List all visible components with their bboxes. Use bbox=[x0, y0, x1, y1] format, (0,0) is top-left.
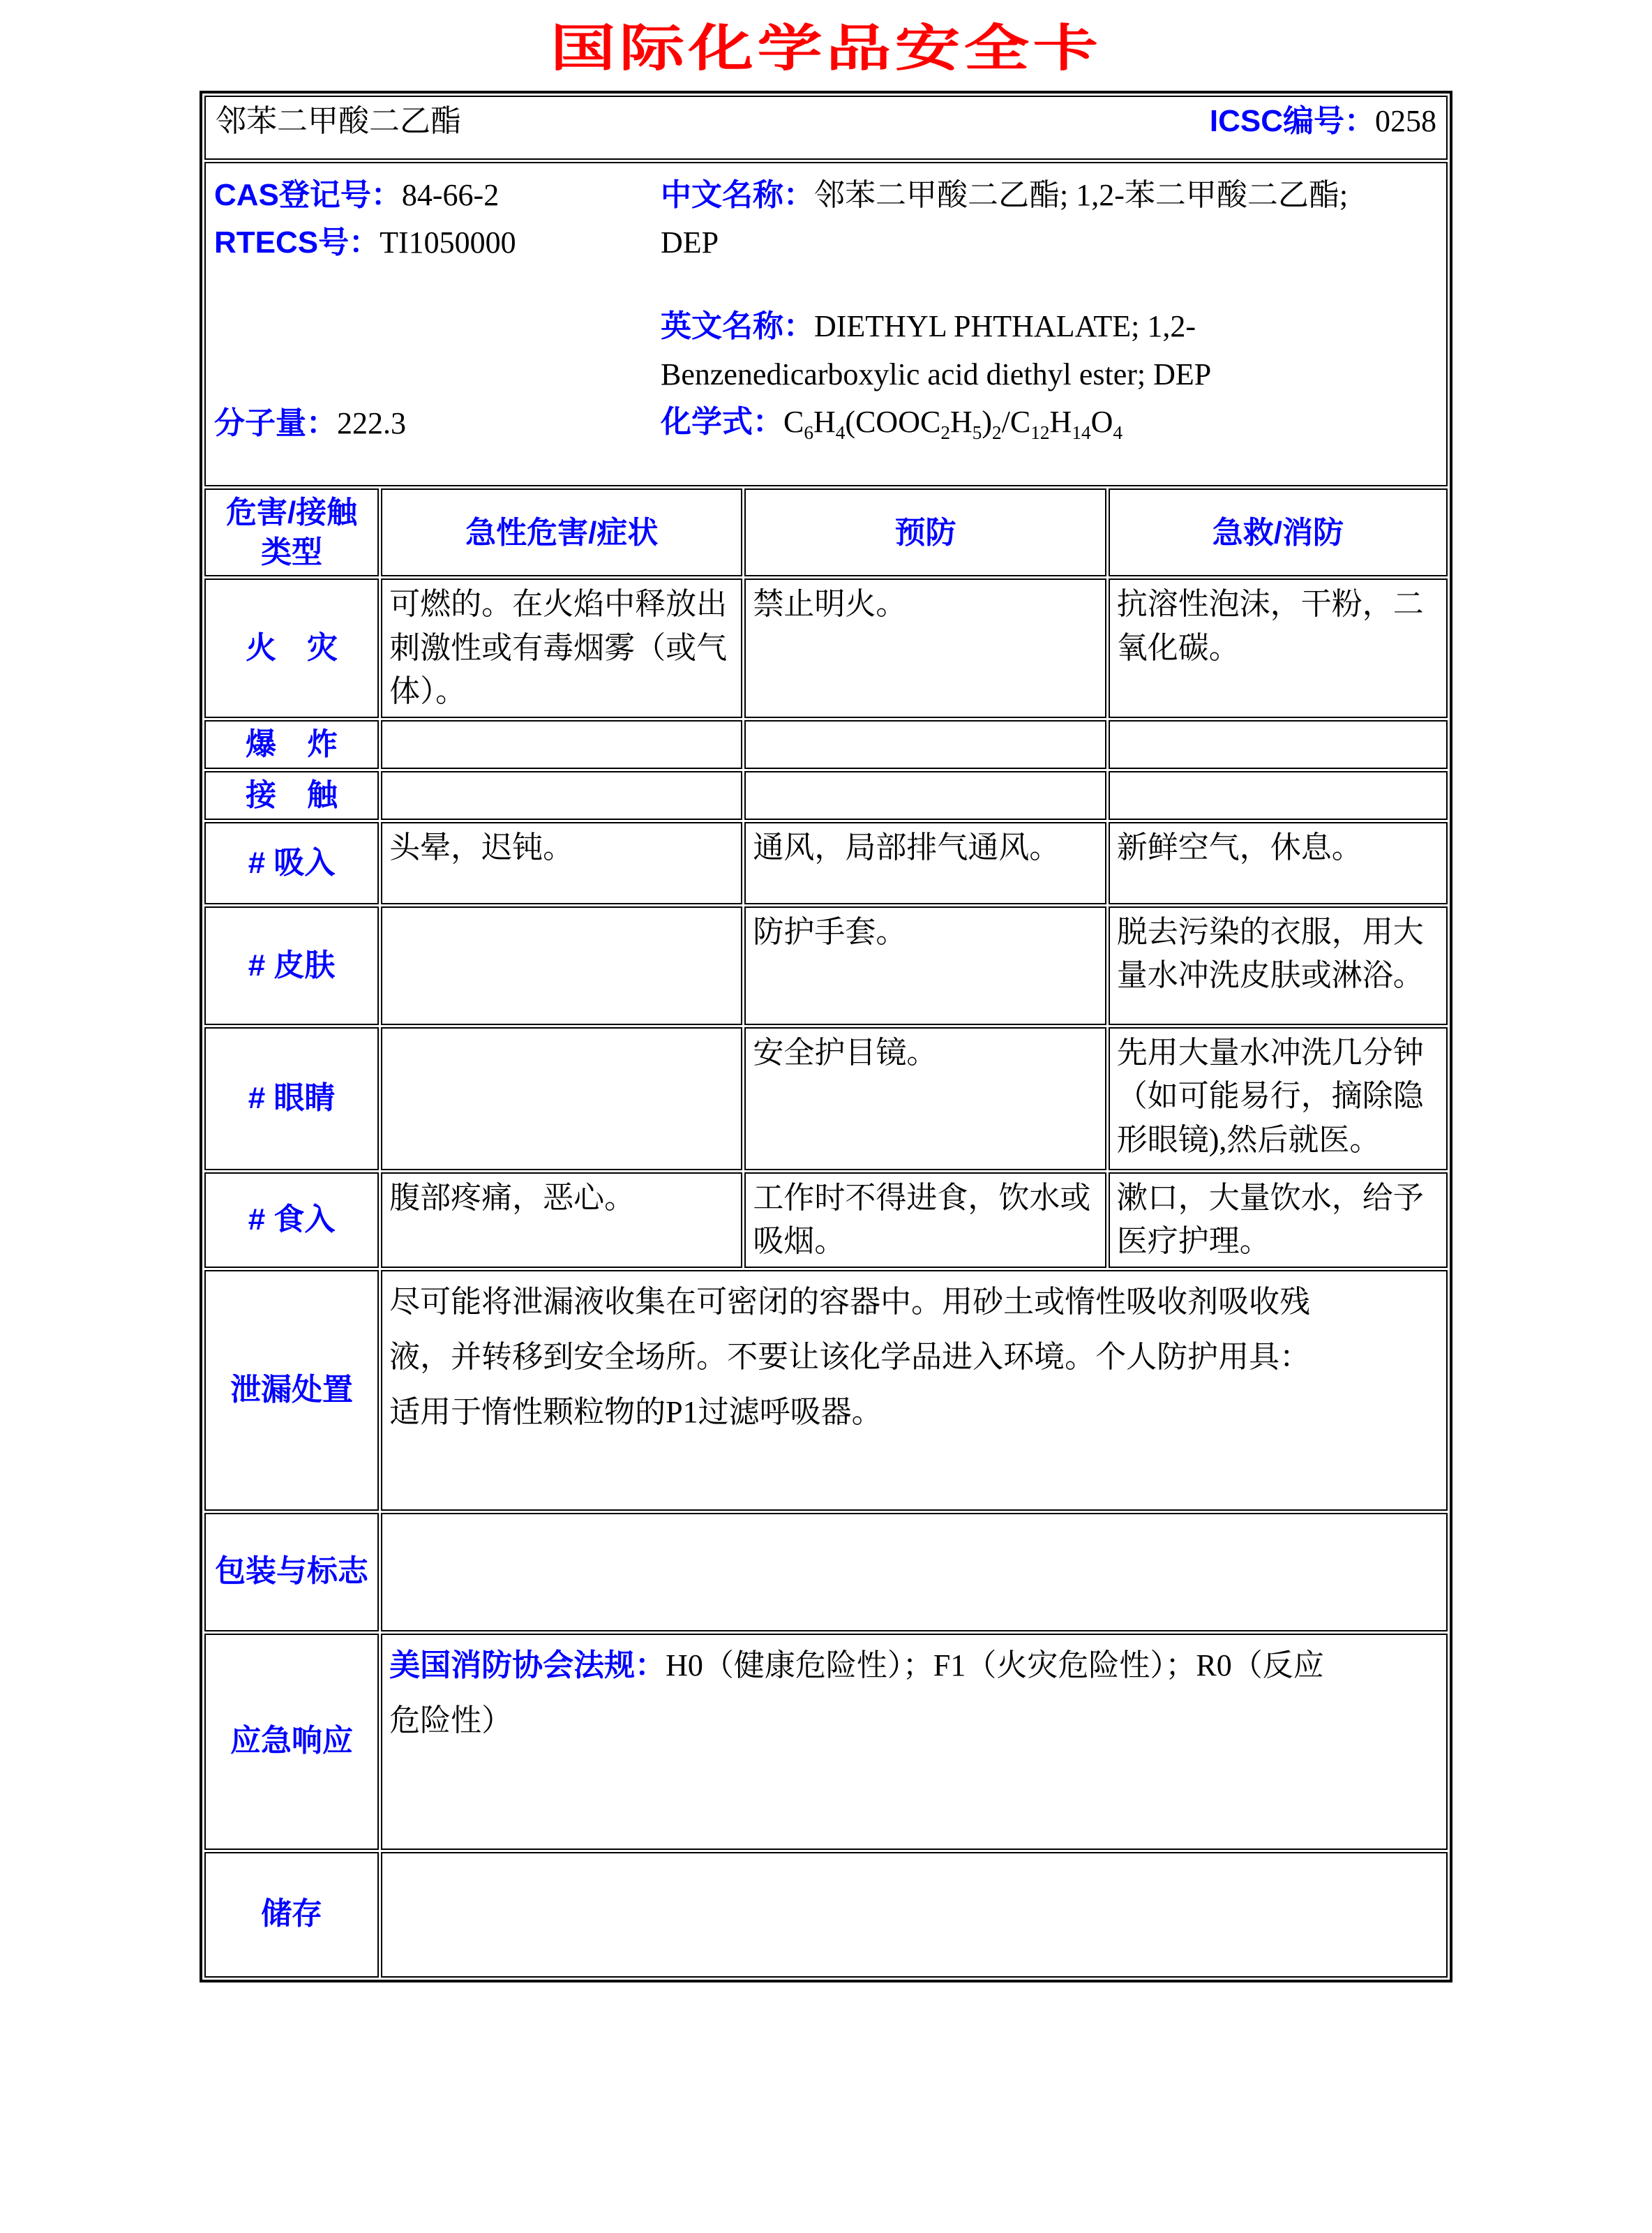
emergency-content-cell bbox=[381, 1634, 1448, 1850]
cas-number-line bbox=[214, 172, 661, 219]
ingestion-symptoms-cell: 腹部疼痛，恶心。 bbox=[381, 1172, 742, 1268]
fire-symptoms-cell: 可燃的。在火焰中释放出刺激性或有毒烟雾（或气体）。 bbox=[381, 578, 742, 717]
english-name-value: DIETHYL PHTHALATE; 1,2-Benzenedicarboxylic acid diethyl ester; DEP bbox=[661, 309, 1212, 391]
row-label-eyes: # 眼睛 bbox=[204, 1027, 379, 1170]
exposure-symptoms-cell bbox=[381, 771, 742, 820]
row-label-ingestion: # 食入 bbox=[204, 1172, 379, 1268]
explosion-symptoms-cell bbox=[381, 720, 742, 769]
exposure-prevention-cell bbox=[744, 771, 1106, 820]
row-label-skin: # 皮肤 bbox=[204, 906, 379, 1025]
hazard-row-eyes bbox=[204, 1027, 1448, 1170]
column-header-hazard-type: 危害/接触 类型 bbox=[204, 488, 379, 576]
spillage-content-cell: 尽可能将泄漏液收集在可密闭的容器中。用砂土或惰性吸收剂吸收残液，并转移到安全场所。不要让该化学品进入环境。个人防护用具：适用于惰性颗粒物的P1过滤呼吸器。 bbox=[381, 1270, 1448, 1511]
inhalation-prevention-cell: 通风，局部排气通风。 bbox=[744, 822, 1106, 904]
substance-name: 邻苯二甲酸二乙酯 bbox=[216, 104, 461, 138]
nfpa-code-value: H0（健康危险性）；F1（火灾危险性）；R0（反应危险性） bbox=[389, 1648, 1324, 1738]
chinese-name-line bbox=[661, 172, 1390, 267]
page-title: 国际化学品安全卡 bbox=[550, 21, 1102, 77]
nfpa-code-label: 美国消防协会法规： bbox=[389, 1648, 666, 1682]
icsc-number-label: ICSC编号： bbox=[1209, 104, 1375, 138]
section-row-packaging bbox=[204, 1513, 1448, 1631]
eyes-symptoms-cell bbox=[381, 1027, 742, 1170]
icsc-card-table bbox=[200, 91, 1452, 1982]
hazard-row-ingestion bbox=[204, 1172, 1448, 1268]
chinese-name-value: 邻苯二甲酸二乙酯; 1,2-苯二甲酸二乙酯; DEP bbox=[661, 178, 1349, 260]
cas-number-label: CAS登记号： bbox=[214, 178, 402, 212]
column-header-first-aid: 急救/消防 bbox=[1109, 488, 1448, 576]
row-label-fire: 火 灾 bbox=[204, 578, 379, 717]
exposure-first-aid-cell bbox=[1109, 771, 1448, 820]
inhalation-first-aid-cell: 新鲜空气，休息。 bbox=[1109, 822, 1448, 904]
identification-cell bbox=[204, 162, 1448, 486]
explosion-first-aid-cell bbox=[1109, 720, 1448, 769]
cas-number-value: 84-66-2 bbox=[401, 178, 500, 212]
eyes-first-aid-cell: 先用大量水冲洗几分钟（如可能易行，摘除隐形眼镜),然后就医。 bbox=[1109, 1027, 1448, 1170]
column-header-prevention: 预防 bbox=[744, 488, 1106, 576]
english-name-line bbox=[661, 303, 1344, 398]
row-label-emergency: 应急响应 bbox=[204, 1634, 379, 1850]
hazard-row-skin bbox=[204, 906, 1448, 1025]
ingestion-prevention-cell: 工作时不得进食，饮水或吸烟。 bbox=[744, 1172, 1106, 1268]
hazard-row-inhalation bbox=[204, 822, 1448, 904]
chinese-name-label: 中文名称： bbox=[661, 178, 814, 212]
identification-right-column bbox=[661, 172, 1390, 447]
hazard-row-fire bbox=[204, 578, 1448, 717]
identification-left-column bbox=[214, 172, 661, 447]
section-row-storage bbox=[204, 1852, 1448, 1978]
icsc-number: 0258 bbox=[1375, 104, 1436, 138]
identification-row bbox=[204, 162, 1448, 486]
ingestion-first-aid-cell: 漱口，大量饮水，给予医疗护理。 bbox=[1109, 1172, 1448, 1268]
hazard-row-explosion bbox=[204, 720, 1448, 769]
row-label-exposure: 接 触 bbox=[204, 771, 379, 820]
molecular-weight-label: 分子量： bbox=[214, 405, 337, 440]
rtecs-number-line bbox=[214, 219, 661, 267]
skin-first-aid-cell: 脱去污染的衣服，用大量水冲洗皮肤或淋浴。 bbox=[1109, 906, 1448, 1025]
skin-symptoms-cell bbox=[381, 906, 742, 1025]
packaging-content-cell bbox=[381, 1513, 1448, 1631]
molecular-weight-value: 222.3 bbox=[337, 405, 406, 440]
row-label-spillage: 泄漏处置 bbox=[204, 1270, 379, 1511]
rtecs-number-label: RTECS号： bbox=[214, 225, 380, 260]
section-row-spillage bbox=[204, 1270, 1448, 1511]
chemical-formula-label: 化学式： bbox=[661, 404, 783, 439]
molecular-weight-line bbox=[214, 400, 661, 447]
name-row bbox=[204, 96, 1448, 160]
inhalation-symptoms-cell: 头晕，迟钝。 bbox=[381, 822, 742, 904]
skin-prevention-cell: 防护手套。 bbox=[744, 906, 1106, 1025]
storage-content-cell bbox=[381, 1852, 1448, 1978]
page-title-wrap bbox=[0, 21, 1652, 77]
fire-prevention-cell: 禁止明火。 bbox=[744, 578, 1106, 717]
icsc-number-group bbox=[1210, 100, 1436, 143]
hazard-row-exposure bbox=[204, 771, 1448, 820]
eyes-prevention-cell: 安全护目镜。 bbox=[744, 1027, 1106, 1170]
rtecs-number-value: TI1050000 bbox=[380, 225, 516, 260]
row-label-packaging: 包装与标志 bbox=[204, 1513, 379, 1631]
fire-first-aid-cell: 抗溶性泡沫，干粉，二氧化碳。 bbox=[1109, 578, 1448, 717]
column-header-symptoms: 急性危害/症状 bbox=[381, 488, 742, 576]
explosion-prevention-cell bbox=[744, 720, 1106, 769]
row-label-storage: 储存 bbox=[204, 1852, 379, 1978]
row-label-inhalation: # 吸入 bbox=[204, 822, 379, 904]
hazard-header-row bbox=[204, 488, 1448, 576]
english-name-label: 英文名称： bbox=[661, 309, 814, 344]
section-row-emergency bbox=[204, 1634, 1448, 1850]
row-label-explosion: 爆 炸 bbox=[204, 720, 379, 769]
name-row-cell bbox=[204, 96, 1448, 160]
chemical-formula-line bbox=[661, 398, 1390, 447]
chemical-formula-value: $C_6H_4(COOC_2H_5)_2/C_{12}H_{14}O_4$ bbox=[783, 404, 1122, 443]
